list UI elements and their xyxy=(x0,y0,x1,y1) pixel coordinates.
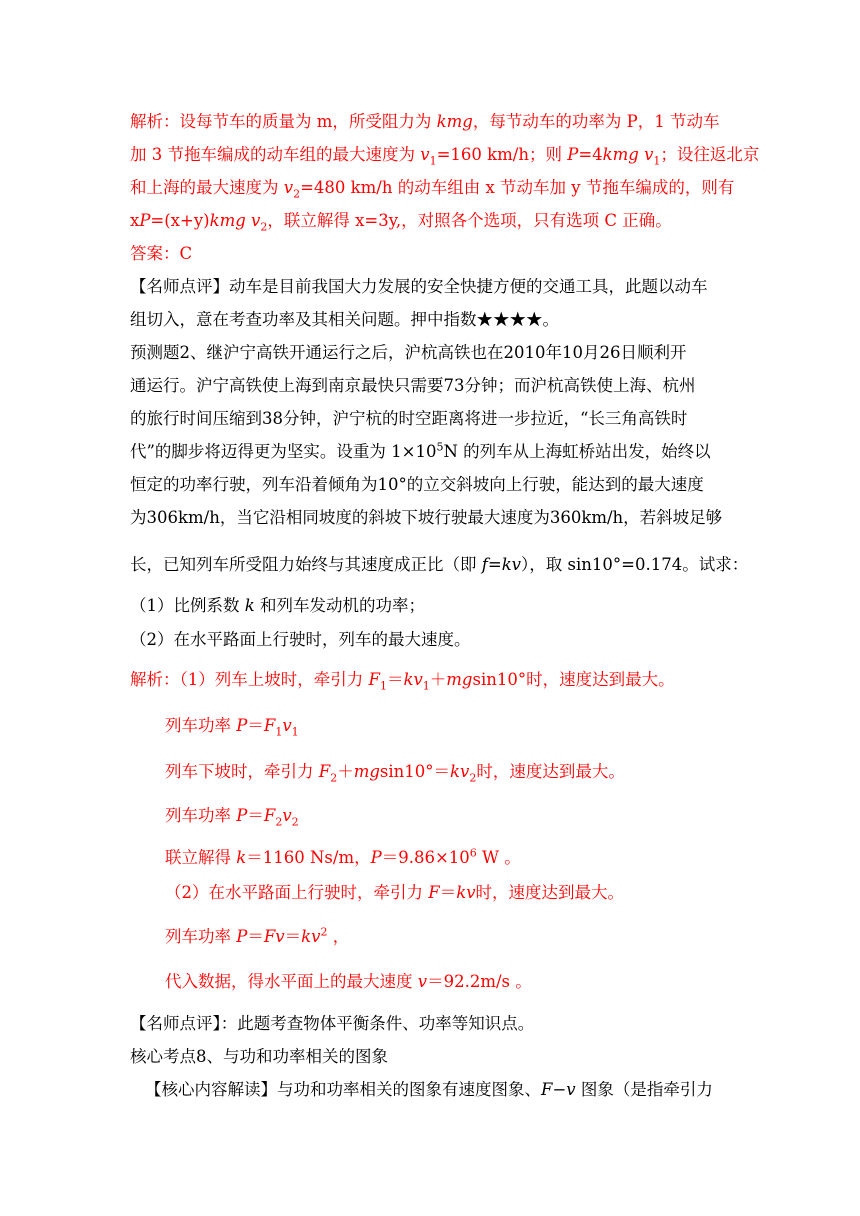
question-line: 通运行。沪宁高铁使上海到南京最快只需要73分钟；而沪杭高铁使上海、杭州 xyxy=(130,376,696,395)
question-line: 恒定的功率行驶，列车沿着倾角为10°的立交斜坡向上行驶，能达到的最大速度 xyxy=(130,475,704,494)
sub-question: （1）比例系数 k 和列车发动机的功率； xyxy=(130,596,425,615)
sub-question: （2）在水平路面上行驶时，列车的最大速度。 xyxy=(130,630,471,649)
question-line: 为306km/h，当它沿相同坡度的斜坡下坡行驶最大速度为360km/h，若斜坡足够 xyxy=(130,508,723,527)
question-line: 长，已知列车所受阻力始终与其速度成正比（即 f=kv），取 sin10°=0.174。试求： xyxy=(130,555,749,574)
question-line: 预测题2、继沪宁高铁开通运行之后，沪杭高铁也在2010年10月26日顺利开 xyxy=(130,343,687,362)
solution-line: 列车功率 $P=F_1v_1$ xyxy=(165,716,299,739)
teacher-comment: 【名师点评】动车是目前我国大力发展的安全快捷方便的交通工具，此题以动车 xyxy=(130,277,708,296)
teacher-comment: 组切入，意在考查功率及其相关问题。押中指数★★★★。 xyxy=(130,310,559,329)
solution-line: 联立解得 k＝1160 Ns/m，$P=9.86\times 10^6$ W 。 xyxy=(165,846,521,867)
question-line: 代”的脚步将迈得更为坚实。设重为 $1\times 10^5N$ 的列车从上海虹桥站出发，始终以 xyxy=(130,440,711,461)
teacher-comment: 【名师点评】：此题考查物体平衡条件、功率等知识点。 xyxy=(130,1014,535,1033)
solution-line: 解析：设每节车的质量为 m，所受阻力为 kmg，每节动车的功率为 P，1 节动车 xyxy=(130,112,720,131)
solution-line: 列车功率 $P=Fv=kv^2$ ， xyxy=(165,925,350,946)
section-heading: 核心考点8、与功和功率相关的图象 xyxy=(130,1047,388,1066)
question-line: 的旅行时间压缩到38分钟，沪宁杭的时空距离将进一步拉近，“长三角高铁时 xyxy=(130,409,688,428)
solution-line: 代入数据，得水平面上的最大速度 v＝92.2m/s 。 xyxy=(165,972,532,991)
solution-line: （2）在水平路面上行驶时，牵引力 F＝kv时，速度达到最大。 xyxy=(165,883,625,902)
solution-line: 和上海的最大速度为 $v_2=480$ km/h 的动车组由 x 节动车加 y 节拖车编成的，则有 xyxy=(130,178,735,201)
solution-line: 列车功率 $P=F_2v_2$ xyxy=(165,806,299,829)
solution-line: xP=(x+y)kmg $v_2$，联立解得 x=3y,，对照各个选项，只有选项 C 正确。 xyxy=(130,211,672,234)
answer-line: 答案：C xyxy=(130,244,193,263)
solution-line: 加 3 节拖车编成的动车组的最大速度为 $v_1=160$ km/h；则 P=4kmg $v_1$；设往返北京 xyxy=(130,145,760,168)
solution-line: 列车下坡时，牵引力 $F_2+mgsin10^\circ=kv_2$时，速度达到最大。 xyxy=(165,762,625,785)
core-content-line: 【核心内容解读】与功和功率相关的图象有速度图象、F−v 图象（是指牵引力 xyxy=(145,1080,713,1099)
solution-line: 解析：（1）列车上坡时，牵引力 $F_1=kv_1+mgsin10^\circ$时，速度达到最大。 xyxy=(130,670,675,693)
